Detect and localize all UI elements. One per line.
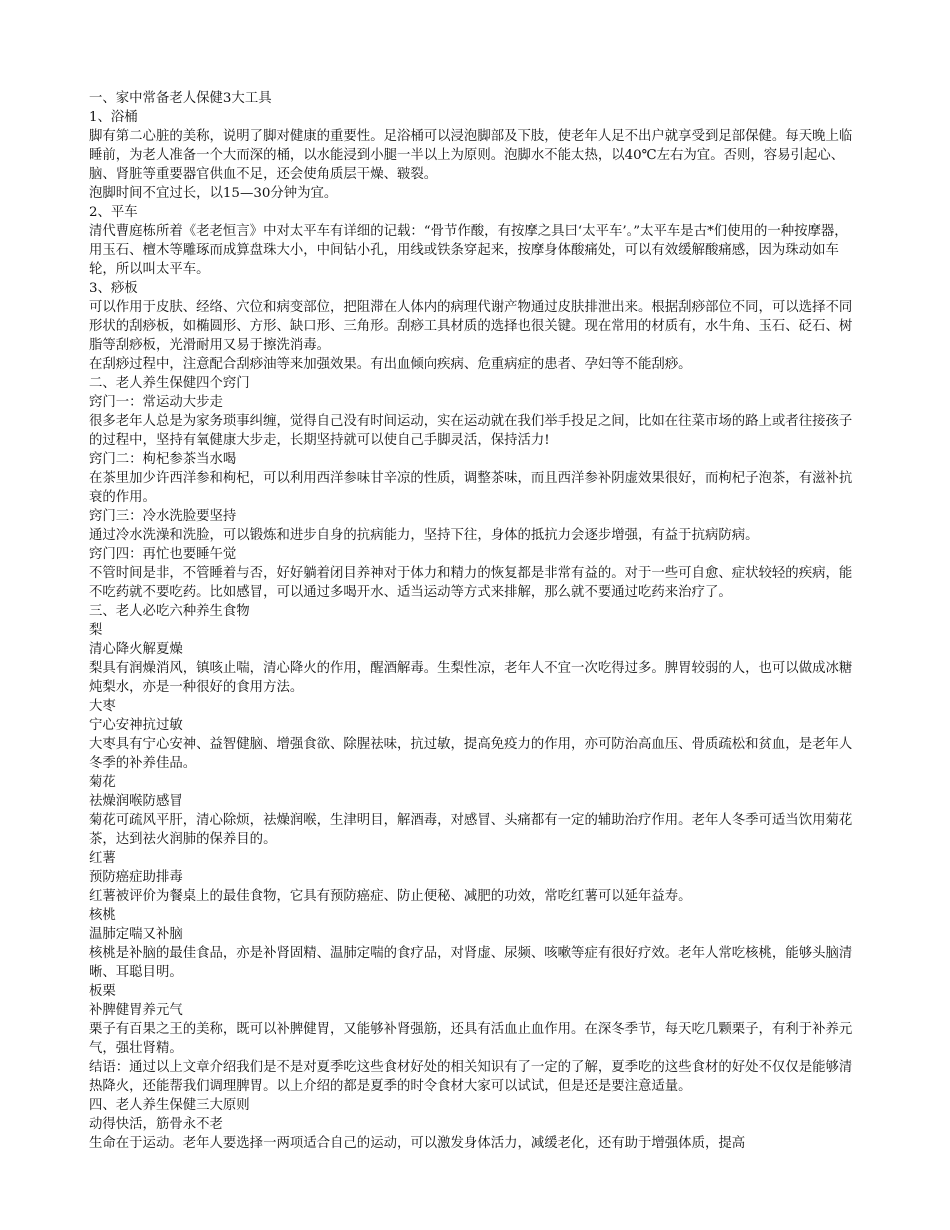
paragraph-bath-bucket: 脚有第二心脏的美称，说明了脚对健康的重要性。足浴桶可以浸泡脚部及下肢，使老年人足不出户就享受到足部保健。每天晚上临睡前，为老人准备一个大而深的桶，以水能浸到小腿一半以上为原则。泡脚水不能太热，以40℃左右为宜。否则，容易引起心、脑、肾脏等重要器官供血不足，还会使角质层干燥、皲裂。	[89, 129, 853, 182]
subheading-scraping-board: 3、痧板	[89, 281, 138, 296]
subheading-tip-3: 窍门三：冷水洗脸要坚持	[89, 509, 237, 524]
subheading-tip-1: 窍门一：常运动大步走	[89, 395, 223, 410]
paragraph-sweet-potato: 红薯被评价为餐桌上的最佳食物，它具有预防癌症、防止便秘、减肥的功效，常吃红薯可以延年益寿。	[89, 889, 692, 904]
food-name-chrysanthemum: 菊花	[89, 775, 116, 790]
paragraph-pear: 梨具有润燥消风，镇咳止喘，清心降火的作用，醒酒解毒。生梨性凉，老年人不宜一次吃得过多。脾胃较弱的人，也可以做成冰糖炖梨水，亦是一种很好的食用方法。	[89, 661, 853, 695]
food-name-jujube: 大枣	[89, 699, 116, 714]
paragraph-scraping-caution: 在刮痧过程中，注意配合刮痧油等来加强效果。有出血倾向疾病、危重病症的患者、孕妇等不能刮痧。	[89, 357, 692, 372]
section-heading-tips: 二、老人养生保健四个窍门	[89, 376, 250, 391]
paragraph-principle-1: 生命在于运动。老年人要选择一两项适合自己的运动，可以激发身体活力，减缓老化，还有助于增强体质，提高	[89, 1136, 746, 1151]
food-benefit-pear: 清心降火解夏燥	[89, 642, 183, 657]
paragraph-tip-3: 通过冷水洗澡和洗脸，可以锻炼和进步自身的抗病能力，坚持下往，身体的抵抗力会逐步增强，有益于抗病防病。	[89, 528, 759, 543]
paragraph-chestnut: 栗子有百果之王的美称，既可以补脾健胃，又能够补肾强筋，还具有活血止血作用。在深冬季节，每天吃几颗栗子，有利于补养元气，强壮肾精。	[89, 1022, 853, 1056]
paragraph-walnut: 核桃是补脑的最佳食品，亦是补肾固精、温肺定喘的食疗品，对肾虚、尿频、咳嗽等症有很好疗效。老年人常吃核桃，能够头脑清晰、耳聪目明。	[89, 946, 853, 980]
food-name-chestnut: 板栗	[89, 984, 116, 999]
paragraph-tip-2: 在茶里加少许西洋参和枸杞，可以利用西洋参味甘辛凉的性质，调整茶味，而且西洋参补阴虚效果很好，而枸杞子泡茶，有滋补抗衰的作用。	[89, 471, 853, 505]
paragraph-jujube: 大枣具有宁心安神、益智健脑、增强食欲、除腥祛味，抗过敏，提高免疫力的作用，亦可防治高血压、骨质疏松和贫血，是老年人冬季的补养佳品。	[89, 737, 853, 771]
paragraph-tip-4: 不管时间是非，不管睡着与否，好好躺着闭目养神对于体力和精力的恢复都是非常有益的。对于一些可自愈、症状较轻的疾病，能不吃药就不要吃药。比如感冒，可以通过多喝开水、适当运动等方式来排解，那么就不要通过吃药来治疗了。	[89, 566, 853, 600]
subheading-principle-1: 动得快活，筋骨永不老	[89, 1117, 223, 1132]
subheading-massage-cart: 2、平车	[89, 205, 138, 220]
food-benefit-chestnut: 补脾健胃养元气	[89, 1003, 183, 1018]
section-heading-foods: 三、老人必吃六种养生食物	[89, 604, 250, 619]
paragraph-chrysanthemum: 菊花可疏风平肝，清心除烦，祛燥润喉，生津明目，解酒毒，对感冒、头痛都有一定的辅助治疗作用。老年人冬季可适当饮用菊花茶，达到祛火润肺的保养目的。	[89, 813, 853, 847]
food-benefit-jujube: 宁心安神抗过敏	[89, 718, 183, 733]
paragraph-tip-1: 很多老年人总是为家务琐事纠缠，觉得自己没有时间运动，实在运动就在我们举手投足之间，比如在往菜市场的路上或者往接孩子的过程中，坚持有氧健康大步走，长期坚持就可以使自己手脚灵活，保持活力!	[89, 414, 853, 448]
food-benefit-walnut: 温肺定喘又补脑	[89, 927, 183, 942]
food-name-sweet-potato: 红薯	[89, 851, 116, 866]
paragraph-soak-time: 泡脚时间不宜过长，以15—30分钟为宜。	[89, 186, 338, 201]
subheading-tip-2: 窍门二：枸杞参茶当水喝	[89, 452, 237, 467]
paragraph-massage-cart: 清代曹庭栋所着《老老恒言》中对太平车有详细的记载：“骨节作酸，有按摩之具曰‘太平车’。”太平车是古*们使用的一种按摩器，用玉石、檀木等雕琢而成算盘珠大小，中间钻小孔，用线或铁条穿起来，按摩身体酸痛处，可以有效缓解酸痛感，因为珠动如车轮，所以叫太平车。	[89, 224, 848, 277]
section-heading-tools: 一、家中常备老人保健3大工具	[89, 91, 272, 106]
subheading-bath-bucket: 1、浴桶	[89, 110, 138, 125]
subheading-tip-4: 窍门四：再忙也要睡午觉	[89, 547, 237, 562]
food-benefit-sweet-potato: 预防癌症助排毒	[89, 870, 183, 885]
document-page	[89, 89, 861, 1153]
food-benefit-chrysanthemum: 祛燥润喉防感冒	[89, 794, 183, 809]
paragraph-conclusion: 结语：通过以上文章介绍我们是不是对夏季吃这些食材好处的相关知识有了一定的了解，夏季吃的这些食材的好处不仅仅是能够清热降火，还能帮我们调理脾胃。以上介绍的都是夏季的时令食材大家可以试试，但是还是要注意适量。	[89, 1060, 853, 1094]
paragraph-scraping-board: 可以作用于皮肤、经络、穴位和病变部位，把阻滞在人体内的病理代谢产物通过皮肤排泄出来。根据刮痧部位不同，可以选择不同形状的刮痧板，如椭圆形、方形、缺口形、三角形。刮痧工具材质的选择也很关键。现在常用的材质有，水牛角、玉石、砭石、树脂等刮痧板，光滑耐用又易于擦洗消毒。	[89, 300, 853, 353]
section-heading-principles: 四、老人养生保健三大原则	[89, 1098, 250, 1113]
food-name-pear: 梨	[89, 623, 103, 638]
food-name-walnut: 核桃	[89, 908, 116, 923]
